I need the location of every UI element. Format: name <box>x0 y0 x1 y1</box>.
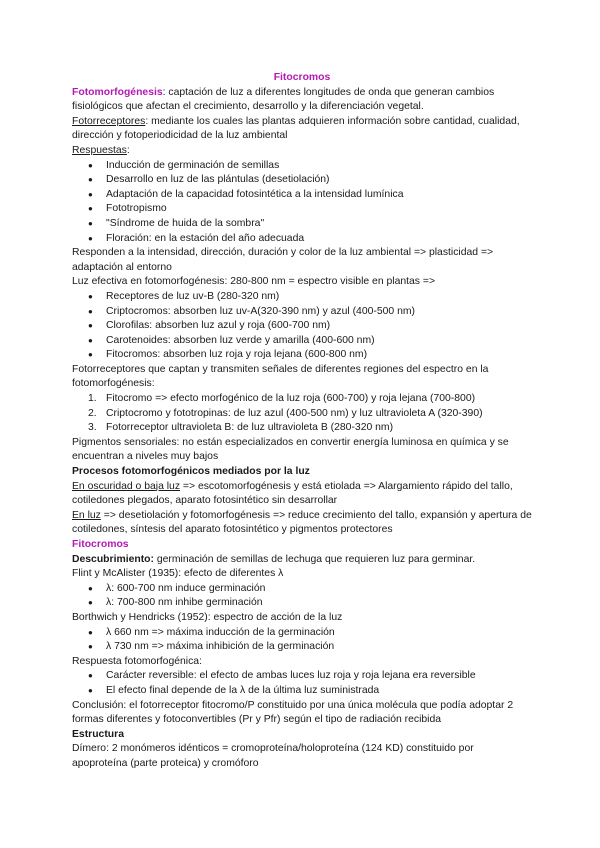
paragraph-conclusion: Conclusión: el fotorreceptor fitocromo/P constituido por una única molécula que podía adoptar 2 formas diferentes y fotoconvertibles (Pr y Pfr) según el tipo de radiación recibida <box>72 699 514 726</box>
paragraph-flint: Flint y McAlister (1935): efecto de diferentes λ <box>72 568 284 580</box>
list-item: ● Adaptación de la capacidad fotosintética a la intensidad lumínica <box>106 188 532 203</box>
list-item: ● Clorofilas: absorben luz azul y roja (600-700 nm) <box>106 319 532 334</box>
list-item: ● Receptores de luz uv-B (280-320 nm) <box>106 290 532 305</box>
term-fotorreceptores: Fotorreceptores <box>72 115 146 127</box>
respuestas-list <box>72 159 532 247</box>
list-item: ● Floración: en la estación del año adecuada <box>106 232 532 247</box>
paragraph-en-luz: En luz => desetiolación y fotomorfogénesis => reduce crecimiento del tallo, expansión y apertura de cotiledones, síntesis del aparato fotosintético y pigmentos protectores <box>72 509 532 536</box>
paragraph-oscuridad: En oscuridad o baja luz => escotomorfogénesis y está etiolada => Alargamiento rápido del tallo, cotiledones plegados, aparato fotosintético sin desarrollar <box>72 480 513 507</box>
page-title: Fitocromos <box>273 72 331 83</box>
fotorreceptores-list <box>72 392 532 436</box>
paragraph-descubrimiento: Descubrimiento: germinación de semillas de lechuga que requieren luz para germinar. <box>72 553 476 565</box>
respuestas-heading: Respuestas: <box>72 144 130 156</box>
list-item: ● Desarrollo en luz de las plántulas (desetiolación) <box>106 173 532 188</box>
heading-estructura: Estructura <box>72 728 124 740</box>
list-item: ● Fototropismo <box>106 202 532 217</box>
respuesta-list <box>72 669 532 698</box>
list-item: ● El efecto final depende de la λ de la última luz suministrada <box>106 684 532 699</box>
list-item: ● Carácter reversible: el efecto de ambas luces luz roja y roja lejana era reversible <box>106 669 532 684</box>
term-fotomorfogenesis: Fotomorfogénesis <box>72 86 163 98</box>
paragraph-fotorreceptores: Fotorreceptores: mediante los cuales las plantas adquieren información sobre cantidad, cualidad, dirección y fotoperiodicidad de la luz ambiental <box>72 115 520 142</box>
paragraph-dimero: Dímero: 2 monómeros idénticos = cromoproteína/holoproteína (124 KD) constituido por apoproteína (parte proteica) y cromóforo <box>72 743 474 769</box>
flint-list <box>72 582 532 611</box>
paragraph-plasticidad: Responden a la intensidad, dirección, duración y color de la luz ambiental => plasticidad => adaptación al entorno <box>72 247 494 273</box>
paragraph-luz-efectiva: Luz efectiva en fotomorfogénesis: 280-800 nm = espectro visible en plantas => <box>72 276 436 288</box>
list-item: ● "Síndrome de huida de la sombra" <box>106 217 532 232</box>
list-item: ● Fitocromos: absorben luz roja y roja lejana (600-800 nm) <box>106 348 532 363</box>
heading-fitocromos: Fitocromos <box>72 539 129 550</box>
luz-list <box>72 290 532 363</box>
list-item: ● Criptocromos: absorben luz uv-A(320-390 nm) y azul (400-500 nm) <box>106 305 532 320</box>
heading-procesos: Procesos fotomorfogénicos mediados por la luz <box>72 466 310 478</box>
list-item: 3. Fotorreceptor ultravioleta B: de luz ultravioleta B (280-320 nm) <box>88 422 394 434</box>
list-item: ● λ 660 nm => máxima inducción de la germinación <box>106 626 532 641</box>
paragraph-borthwich: Borthwich y Hendricks (1952): espectro de acción de la luz <box>72 611 343 623</box>
paragraph-respuesta: Respuesta fotomorfogénica: <box>72 655 202 667</box>
list-item: ● λ: 700-800 nm inhibe germinación <box>106 596 532 611</box>
list-item: 2. Criptocromo y fototropinas: de luz azul (400-500 nm) y luz ultravioleta A (320-390) <box>88 407 483 419</box>
list-item: ● Inducción de germinación de semillas <box>106 159 532 174</box>
paragraph-pigmentos: Pigmentos sensoriales: no están especializados en convertir energía luminosa en química y se encuentran a niveles muy bajos <box>72 436 509 463</box>
list-item: ● Carotenoides: absorben luz verde y amarilla (400-600 nm) <box>106 334 532 349</box>
list-item: 1. Fitocromo => efecto morfogénico de la luz roja (600-700) y roja lejana (700-800) <box>88 393 476 405</box>
paragraph-fotomorfogenesis: Fotomorfogénesis: captación de luz a diferentes longitudes de onda que generan cambios fisiológicos que afectan el crecimiento, desarrollo y la diferenciación vegetal. <box>72 86 495 113</box>
borthwich-list <box>72 626 532 655</box>
paragraph-fotorreceptores-senales: Fotorreceptores que captan y transmiten señales de diferentes regiones del espectro en la fotomorfogénesis: <box>72 363 489 390</box>
list-item: ● λ: 600-700 nm induce germinación <box>106 582 532 597</box>
list-item: ● λ 730 nm => máxima inhibición de la germinación <box>106 640 532 655</box>
document-page <box>72 71 532 772</box>
